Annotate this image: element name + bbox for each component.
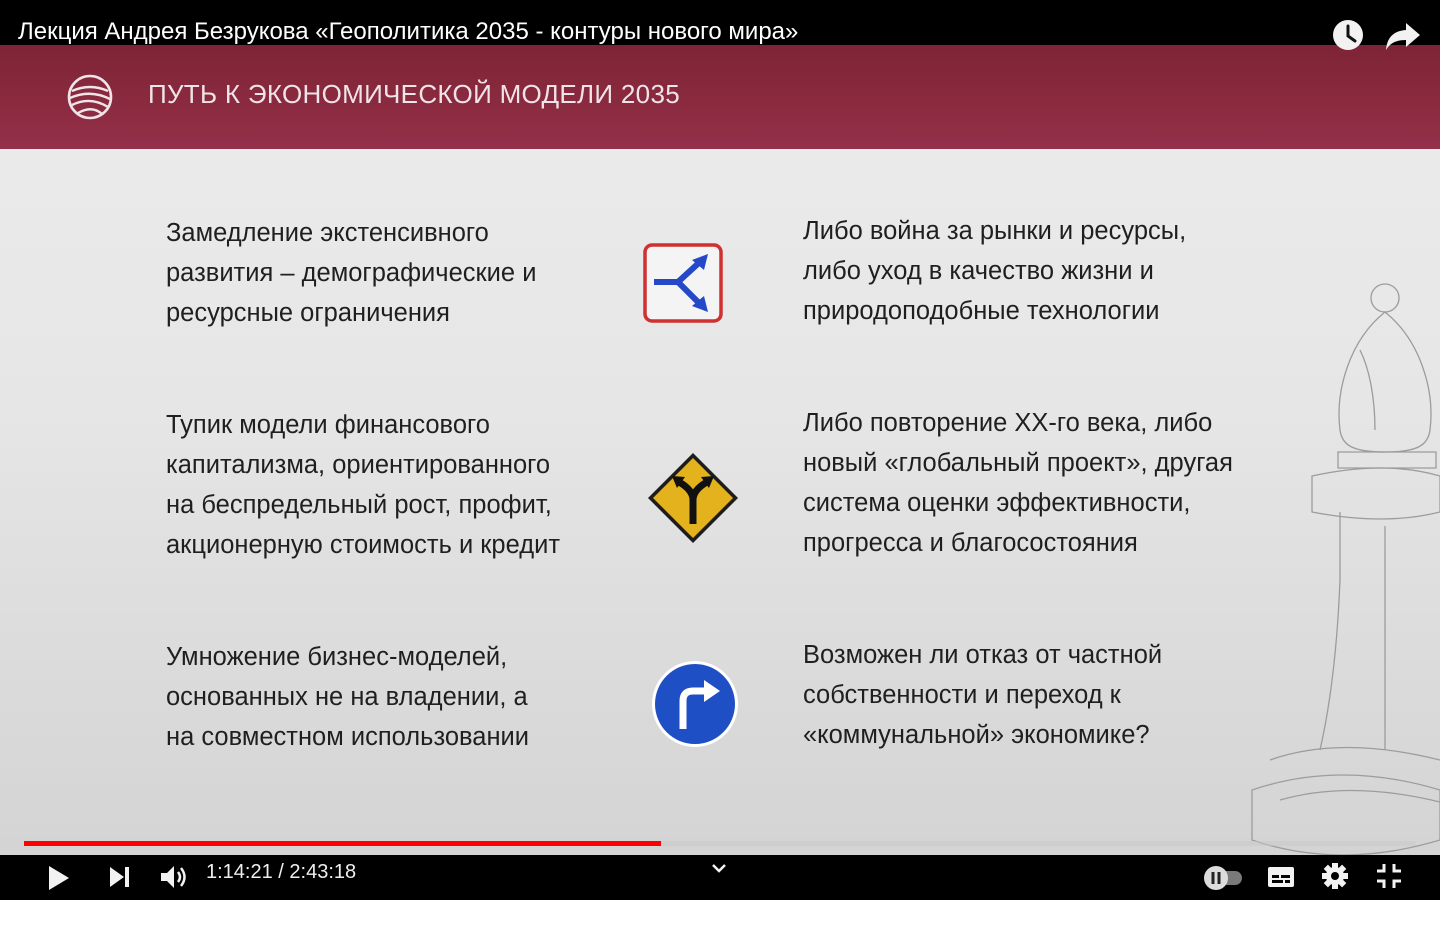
row-3-right-text: Возможен ли отказ от частной собственности и переход к «коммунальной» экономике? xyxy=(803,641,1163,749)
progress-bar-played[interactable] xyxy=(24,841,657,846)
row-2-left-text: Тупик модели финансового капитализма, ориентированного на беспредельный рост, профит, акционерную стоимость и кредит xyxy=(166,411,561,559)
autoplay-toggle-icon[interactable] xyxy=(1200,863,1246,891)
time-display xyxy=(206,861,356,883)
play-icon[interactable] xyxy=(46,863,72,893)
slide xyxy=(0,45,1440,855)
row-2-right-text: Либо повторение ХХ-го века, либо новый «глобальный проект», другая система оценки эффективности, прогресса и благосостояния xyxy=(803,409,1233,557)
settings-gear-icon[interactable] xyxy=(1320,860,1350,892)
player-controls xyxy=(0,855,1440,900)
volume-icon[interactable] xyxy=(158,861,188,893)
current-time: 1:14:21 xyxy=(206,861,273,883)
chevron-down-icon[interactable] xyxy=(710,861,728,875)
exit-fullscreen-icon[interactable] xyxy=(1374,860,1404,892)
yarn-ball-logo-icon xyxy=(66,73,114,121)
fork-arrow-sign-icon xyxy=(642,242,724,324)
progress-scrubber[interactable] xyxy=(657,841,661,846)
watch-later-clock-icon[interactable] xyxy=(1330,17,1366,53)
next-icon[interactable] xyxy=(108,864,132,890)
turn-right-sign-icon xyxy=(650,659,740,749)
time-separator: / xyxy=(272,861,290,883)
video-title[interactable]: Лекция Андрея Безрукова «Геополитика 2035 - контуры нового мира» xyxy=(18,18,799,45)
slide-header xyxy=(0,45,1440,149)
row-1-right-text: Либо война за рынки и ресурсы, либо уход в качество жизни и природоподобные технологии xyxy=(803,217,1187,325)
row-1-left-text: Замедление экстенсивного развития – демографические и ресурсные ограничения xyxy=(166,219,537,327)
share-arrow-icon[interactable] xyxy=(1384,17,1422,53)
duration: 2:43:18 xyxy=(289,861,357,883)
subtitles-icon[interactable] xyxy=(1266,861,1296,893)
chess-bishop-sketch xyxy=(1240,280,1440,855)
row-3-left-text: Умножение бизнес-моделей, основанных не на владении, а на совместном использовании xyxy=(166,643,530,751)
road-fork-warning-sign-icon xyxy=(645,450,741,546)
slide-title: ПУТЬ К ЭКОНОМИЧЕСКОЙ МОДЕЛИ 2035 xyxy=(148,79,680,109)
